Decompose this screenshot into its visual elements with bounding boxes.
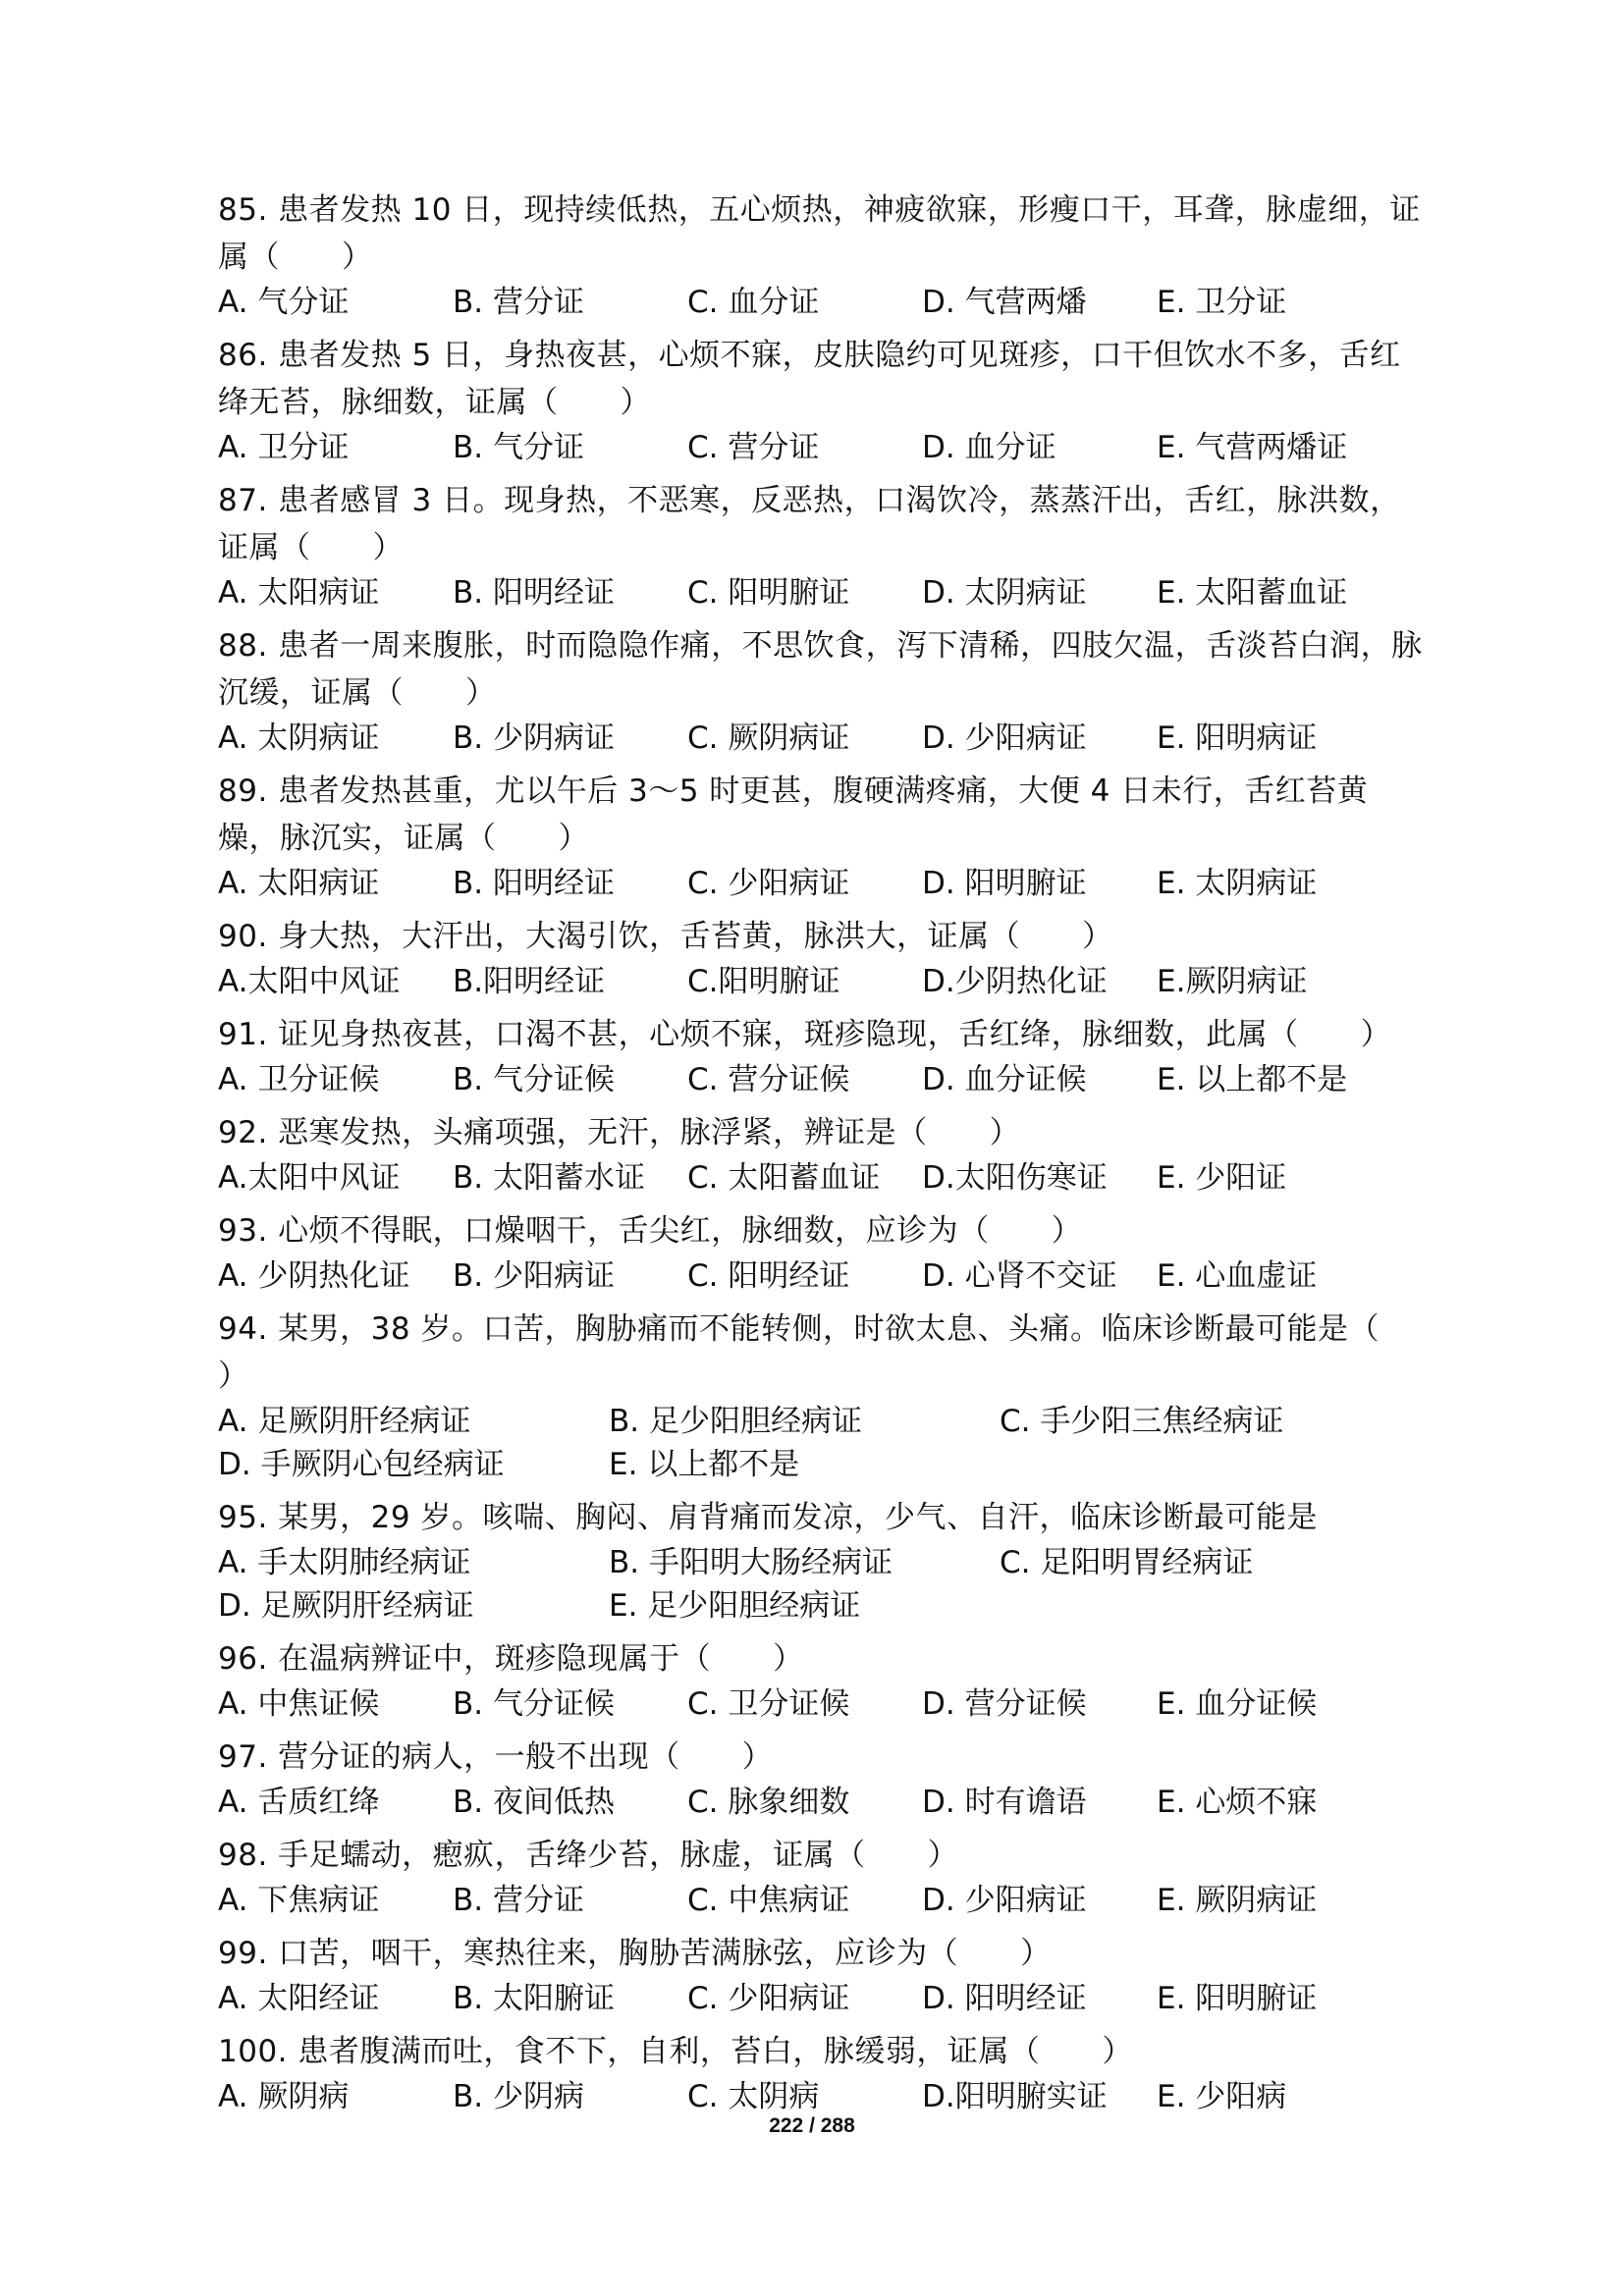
- answer-option: C. 营分证候: [687, 1062, 850, 1097]
- answer-option: C. 血分证: [687, 285, 820, 320]
- answer-options: [218, 571, 1426, 614]
- question-stem: 85. 患者发热 10 日，现持续低热，五心烦热，神疲欲寐，形瘦口干，耳聋，脉虚细，证属（ ）: [218, 192, 1421, 275]
- answer-option: E.厥阴病证: [1157, 964, 1308, 999]
- answer-options: [218, 281, 1426, 324]
- answer-option: E. 阳明腑证: [1157, 1981, 1318, 2016]
- answer-option: A. 太阳病证: [218, 575, 380, 611]
- question-stem: 96. 在温病辨证中，斑疹隐现属于（ ）: [218, 1641, 804, 1677]
- answer-option: C.阳明腑证: [687, 964, 840, 999]
- answer-option: D. 太阴病证: [922, 575, 1087, 611]
- answer-option: C. 少阳病证: [687, 1981, 850, 2016]
- answer-options: [218, 1879, 1426, 1922]
- answer-option: D. 心肾不交证: [922, 1258, 1117, 1294]
- answer-option: B. 少阴病: [453, 2079, 584, 2114]
- question-stem: 95. 某男，29 岁。咳喘、胸闷、肩背痛而发凉，少气、自汗，临床诊断最可能是: [218, 1500, 1318, 1535]
- answer-option: C. 太阳蓄血证: [687, 1160, 881, 1196]
- question-item: [218, 622, 1426, 760]
- answer-option: B. 足少阳胆经病证: [609, 1404, 862, 1439]
- option-row: [218, 1058, 1426, 1101]
- answer-option: C. 营分证: [687, 430, 820, 465]
- option-row: [218, 1781, 1426, 1824]
- answer-option: B. 少阴病证: [453, 721, 615, 756]
- question-item: [218, 768, 1426, 905]
- answer-option: E. 气营两燔证: [1157, 430, 1348, 465]
- question-item: [218, 913, 1426, 1003]
- option-row: [218, 1400, 1426, 1443]
- answer-options: [218, 1977, 1426, 2020]
- answer-option: E. 太阴病证: [1157, 866, 1318, 901]
- question-stem: 91. 证见身热夜甚，口渴不甚，心烦不寐，斑疹隐现，舌红绛，脉细数，此属（ ）: [218, 1017, 1392, 1052]
- option-row: [218, 862, 1426, 905]
- question-item: [218, 1109, 1426, 1200]
- option-row: [218, 960, 1426, 1003]
- answer-option: A. 卫分证候: [218, 1062, 380, 1097]
- option-row: [218, 1879, 1426, 1922]
- answer-options: [218, 426, 1426, 469]
- option-row: [218, 1541, 1426, 1584]
- answer-option: B. 手阳明大肠经病证: [609, 1545, 893, 1580]
- answer-options: [218, 960, 1426, 1003]
- answer-option: E. 少阳病: [1157, 2079, 1287, 2114]
- answer-options: [218, 1156, 1426, 1200]
- question-item: [218, 1306, 1441, 1486]
- answer-option: B. 阳明经证: [453, 575, 615, 611]
- option-row: [218, 717, 1426, 760]
- answer-option: E. 心烦不寐: [1157, 1785, 1318, 1820]
- answer-option: B. 营分证: [453, 285, 584, 320]
- answer-option: E. 足少阳胆经病证: [609, 1588, 861, 1624]
- answer-option: A. 舌质红绛: [218, 1785, 380, 1820]
- answer-option: A. 厥阴病: [218, 2079, 350, 2114]
- question-stem: 93. 心烦不得眠，口燥咽干，舌尖红，脉细数，应诊为（ ）: [218, 1213, 1083, 1249]
- answer-options: [218, 1400, 1426, 1486]
- page-number: 222 / 288: [769, 2114, 855, 2137]
- answer-option: B. 太阳腑证: [453, 1981, 615, 2016]
- answer-options: [218, 862, 1426, 905]
- answer-option: E. 血分证候: [1157, 1686, 1318, 1722]
- answer-options: [218, 2075, 1426, 2118]
- question-stem: 97. 营分证的病人，一般不出现（ ）: [218, 1739, 774, 1775]
- answer-option: A. 卫分证: [218, 430, 350, 465]
- option-row: [218, 2075, 1426, 2118]
- question-stem: 92. 恶寒发热，头痛项强，无汗，脉浮紧，辨证是（ ）: [218, 1115, 1021, 1150]
- answer-option: D. 营分证候: [922, 1686, 1087, 1722]
- question-list: [218, 187, 1441, 2126]
- answer-option: B. 少阳病证: [453, 1258, 615, 1294]
- question-stem: 94. 某男，38 岁。口苦，胸胁痛而不能转侧，时欲太息、头痛。临床诊断最可能是（ ）: [218, 1311, 1441, 1394]
- question-stem: 86. 患者发热 5 日，身热夜甚，心烦不寐，皮肤隐约可见斑疹，口干但饮水不多，舌红绛无苔，脉细数，证属（ ）: [218, 338, 1401, 420]
- answer-option: B. 阳明经证: [453, 866, 615, 901]
- question-item: [218, 1494, 1426, 1628]
- answer-option: A. 气分证: [218, 285, 350, 320]
- answer-option: D.阳明腑实证: [922, 2079, 1108, 2114]
- answer-option: A. 手太阴肺经病证: [218, 1545, 471, 1580]
- answer-option: A. 太阳经证: [218, 1981, 380, 2016]
- answer-option: C. 太阴病: [687, 2079, 820, 2114]
- answer-options: [218, 1255, 1426, 1298]
- option-row: [218, 1682, 1426, 1726]
- answer-option: A. 少阴热化证: [218, 1258, 410, 1294]
- question-stem: 88. 患者一周来腹胀，时而隐隐作痛，不思饮食，泻下清稀，四肢欠温，舌淡苔白润，脉沉缓，证属（ ）: [218, 628, 1423, 711]
- answer-option: C. 少阳病证: [687, 866, 850, 901]
- answer-option: E. 太阳蓄血证: [1157, 575, 1348, 611]
- answer-option: D. 气营两燔: [922, 285, 1087, 320]
- question-stem: 100. 患者腹满而吐，食不下，自利，苔白，脉缓弱，证属（ ）: [218, 2034, 1133, 2069]
- answer-option: B. 气分证: [453, 430, 584, 465]
- answer-option: E. 以上都不是: [1157, 1062, 1348, 1097]
- answer-option: D. 血分证候: [922, 1062, 1087, 1097]
- answer-option: D. 足厥阴肝经病证: [218, 1588, 474, 1624]
- question-item: [218, 1930, 1426, 2020]
- answer-options: [218, 1058, 1426, 1101]
- option-row: [218, 1584, 1426, 1628]
- answer-option: C. 阳明腑证: [687, 575, 850, 611]
- question-item: [218, 1734, 1426, 1824]
- question-stem: 90. 身大热，大汗出，大渴引饮，舌苔黄，脉洪大，证属（ ）: [218, 919, 1113, 954]
- option-row: [218, 1977, 1426, 2020]
- answer-option: B. 气分证候: [453, 1062, 615, 1097]
- option-row: [218, 571, 1426, 614]
- answer-option: D. 手厥阴心包经病证: [218, 1447, 505, 1482]
- answer-option: D. 时有谵语: [922, 1785, 1087, 1820]
- answer-option: A. 太阳病证: [218, 866, 380, 901]
- answer-options: [218, 1541, 1426, 1628]
- question-item: [218, 2028, 1426, 2118]
- answer-option: C. 卫分证候: [687, 1686, 850, 1722]
- option-row: [218, 1255, 1426, 1298]
- answer-option: D. 血分证: [922, 430, 1056, 465]
- answer-option: D. 阳明经证: [922, 1981, 1087, 2016]
- answer-option: B.阳明经证: [453, 964, 606, 999]
- answer-option: D. 阳明腑证: [922, 866, 1087, 901]
- answer-option: E. 阳明病证: [1157, 721, 1318, 756]
- question-item: [218, 477, 1426, 614]
- answer-option: B. 太阳蓄水证: [453, 1160, 645, 1196]
- answer-option: B. 气分证候: [453, 1686, 615, 1722]
- answer-options: [218, 1682, 1426, 1726]
- option-row: [218, 1443, 1426, 1486]
- answer-option: D. 少阳病证: [922, 721, 1087, 756]
- question-item: [218, 1207, 1426, 1298]
- option-row: [218, 426, 1426, 469]
- answer-option: A.太阳中风证: [218, 964, 401, 999]
- question-item: [218, 187, 1426, 324]
- answer-option: C. 脉象细数: [687, 1785, 850, 1820]
- answer-option: C. 足阳明胃经病证: [1000, 1545, 1254, 1580]
- answer-option: A. 足厥阴肝经病证: [218, 1404, 471, 1439]
- question-item: [218, 1635, 1426, 1726]
- answer-option: B. 夜间低热: [453, 1785, 615, 1820]
- answer-option: E. 以上都不是: [609, 1447, 800, 1482]
- question-stem: 99. 口苦，咽干，寒热往来，胸胁苦满脉弦，应诊为（ ）: [218, 1936, 1052, 1971]
- question-item: [218, 1011, 1426, 1101]
- answer-option: E. 卫分证: [1157, 285, 1287, 320]
- answer-option: D. 少阳病证: [922, 1883, 1087, 1918]
- answer-option: A. 下焦病证: [218, 1883, 380, 1918]
- option-row: [218, 1156, 1426, 1200]
- answer-option: A. 中焦证候: [218, 1686, 380, 1722]
- answer-option: C. 中焦病证: [687, 1883, 850, 1918]
- answer-option: D.太阳伤寒证: [922, 1160, 1108, 1196]
- answer-options: [218, 717, 1426, 760]
- answer-option: E. 心血虚证: [1157, 1258, 1318, 1294]
- answer-option: A. 太阴病证: [218, 721, 380, 756]
- option-row: [218, 281, 1426, 324]
- question-stem: 87. 患者感冒 3 日。现身热，不恶寒，反恶热，口渴饮冷，蒸蒸汗出，舌红，脉洪数，证属（ ）: [218, 483, 1401, 565]
- answer-option: C. 阳明经证: [687, 1258, 850, 1294]
- answer-option: B. 营分证: [453, 1883, 584, 1918]
- answer-options: [218, 1781, 1426, 1824]
- question-item: [218, 1832, 1426, 1922]
- answer-option: E. 厥阴病证: [1157, 1883, 1318, 1918]
- answer-option: E. 少阳证: [1157, 1160, 1287, 1196]
- question-stem: 89. 患者发热甚重，尤以午后 3～5 时更甚，腹硬满疼痛，大便 4 日未行，舌红苔黄燥，脉沉实，证属（ ）: [218, 774, 1369, 856]
- answer-option: A.太阳中风证: [218, 1160, 401, 1196]
- answer-option: D.少阴热化证: [922, 964, 1108, 999]
- answer-option: C. 厥阴病证: [687, 721, 850, 756]
- question-stem: 98. 手足蠕动，瘛疭，舌绛少苔，脉虚，证属（ ）: [218, 1838, 959, 1873]
- question-item: [218, 332, 1426, 469]
- answer-option: C. 手少阳三焦经病证: [1000, 1404, 1284, 1439]
